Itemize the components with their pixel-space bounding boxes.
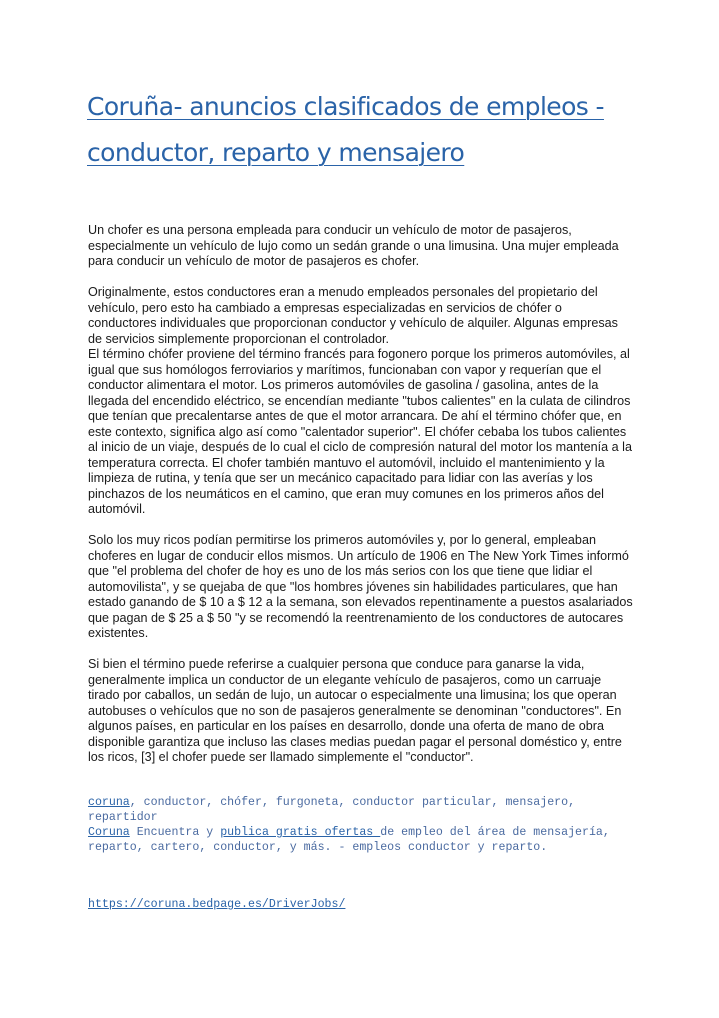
keyword-tags bbox=[88, 795, 638, 825]
driver-jobs-url-link[interactable]: https://coruna.bedpage.es/DriverJobs/ bbox=[88, 898, 346, 911]
paragraph-etymology: El término chófer proviene del término francés para fogonero porque los primeros automóviles, al igual que sus homólogos ferroviarios y marítimos, funcionaban con vapor y requerían que el conductor alimentara el motor. Los primeros automóviles de gasolina / gasolina, antes de la llegada del encendido eléctrico, se encendían mediante "tubos calientes" en la culata de cilindros que tenían que precalentarse antes de que el motor arrancara. De ahí el término chófer que, en este contexto, significa algo así como "calentador superior". El chófer cebaba los tubos calientes al inicio de un viaje, después de lo cual el ciclo de compresión natural del motor los mantenía a la temperatura correcta. El chofer también mantuvo el automóvil, incluido el mantenimiento y la limpieza de rutina, y tenía que ser un mecánico capacitado para lidiar con las averías y los pinchazos de los neumáticos en el camino, que eran muy comunes en los primeros años del automóvil. bbox=[88, 347, 632, 516]
url-line bbox=[88, 897, 638, 912]
paragraph-definition: Un chofer es una persona empleada para conducir un vehículo de motor de pasajeros, especialmente un vehículo de lujo como un sedán grande o una limusina. Una mujer empleada para conducir un vehículo de motor de pasajeros es chofer. bbox=[88, 223, 619, 268]
description-text-2: de empleo del área de mensajería, reparto, cartero, conductor, y más. - empleos conductor y reparto. bbox=[88, 826, 610, 855]
coruna-link[interactable]: Coruna bbox=[88, 826, 130, 839]
publish-offers-link[interactable]: publica gratis ofertas bbox=[220, 826, 381, 839]
article-body bbox=[88, 223, 633, 781]
document-title: Coruña- anuncios clasificados de empleos - conductor, reparto y mensajero bbox=[87, 92, 604, 167]
job-description bbox=[88, 825, 638, 855]
description-text-1: Encuentra y bbox=[129, 826, 221, 839]
paragraph-usage: Si bien el término puede referirse a cualquier persona que conduce para ganarse la vida, generalmente implica un conductor de un elegante vehículo de pasajeros, como un carruaje tirado por caballos, un sedán de lujo, un autocar o especialmente una limusina; los que operan autobuses o vehículos que no son de pasajeros generalmente se denominan "conductores". En algunos países, en particular en los países en desarrollo, donde una oferta de mano de obra disponible garantiza que incluso las clases medias puedan pagar el personal doméstico y, entre los ricos, [3] el chofer puede ser llamado simplemente el "conductor". bbox=[88, 657, 622, 764]
tag-list: , conductor, chófer, furgoneta, conductor particular, mensajero, repartidor bbox=[88, 796, 576, 825]
paragraph-history: Solo los muy ricos podían permitirse los primeros automóviles y, por lo general, empleaban choferes en lugar de conducir ellos mismos. Un artículo de 1906 en The New York Times informó que "el problema del chofer de hoy es uno de los más serios con los que tiene que lidiar el automovilista", y se quejaba de que "los hombres jóvenes sin habilidades particulares, que han estado ganando de $ 10 a $ 12 a la semana, son elevados repentinamente a puestos asalariados que pagan de $ 25 a $ 50 "y se recomendó la reentrenamiento de los conductores de autocares existentes. bbox=[88, 533, 633, 640]
tag-link-coruna[interactable]: coruna bbox=[88, 796, 130, 809]
paragraph-origin: Originalmente, estos conductores eran a menudo empleados personales del propietario del vehículo, pero esto ha cambiado a empresas especializadas en servicios de chófer o conductores individuales que proporcionan conductor y vehículo de alquiler. Algunas empresas de servicios simplemente proporcionan el controlador. bbox=[88, 285, 618, 346]
